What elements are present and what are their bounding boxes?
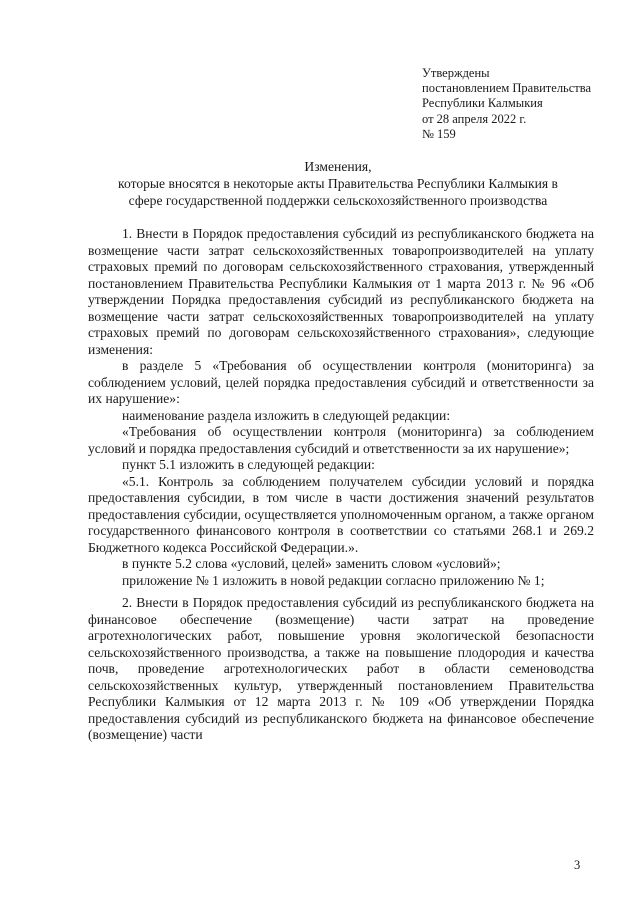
approval-line: Республики Калмыкия [422,96,543,111]
paragraph: приложение № 1 изложить в новой редакции согласно приложению № 1; [122,572,545,588]
approval-date: от 28 апреля 2022 г. [422,111,527,126]
document-subtitle: которые вносятся в некоторые акты Правительства Республики Калмыкия в [118,176,558,191]
approval-number: № 159 [422,126,456,141]
paragraph: пункт 5.1 изложить в следующей редакции: [122,457,375,472]
paragraph: 2. Внести в Порядок предоставления субсидий из республиканского бюджета на финансовое обеспечение (возмещение) части затрат на проведение агротехнологических работ, повышение уровня экологической безопасности сельскохозяйственного производства, а также на повышение плодородия и качества почв, проведение агротехнологических работ в области семеноводства сельскохозяйственных культур, утвержденный постановлением Правительства Республики Калмыкия от 12 марта 2013 г. № 109 «Об утверждении Порядка предоставления субсидий из республиканского бюджета на финансовое обеспечение (возмещение) части [88,595,594,742]
paragraph: 1. Внести в Порядок предоставления субсидий из республиканского бюджета на возмещение части затрат сельскохозяйственных товаропроизводителей на уплату страховых премий по договорам сельскохозяйственного страхования, утвержденный постановлением Правительства Республики Калмыкия от 1 марта 2013 г. № 96 «Об утверждении Порядка предоставления субсидий из республиканского бюджета на возмещение части затрат сельскохозяйственных товаропроизводителей на уплату страховых премий по договорам сельскохозяйственного страхования», следующие изменения: [88,226,594,357]
paragraph: «5.1. Контроль за соблюдением получателем субсидии условий и порядка предоставления субсидии, в том числе в части достижения значений результатов предоставления субсидии, осуществляется уполномоченным органом, а также органом государственного финансового контроля в соответствии со статьями 268.1 и 269.2 Бюджетного кодекса Российской Федерации.». [88,473,594,555]
approval-line: Утверждены [422,66,490,80]
document-title: Изменения, [304,159,372,174]
paragraph: наименование раздела изложить в следующей редакции: [122,407,451,423]
paragraph: в разделе 5 «Требования об осуществлении контроля (мониторинга) за соблюдением условий, целей порядка предоставления субсидий и ответственности за их нарушение»: [88,358,594,406]
document-heading [60,158,616,209]
document-body [88,226,594,744]
page-number: 3 [574,858,581,872]
paragraph: «Требования об осуществлении контроля (мониторинга) за соблюдением условий и порядка предоставления субсидий и ответственности за их нарушение»; [88,424,594,456]
approval-line: постановлением Правительства [422,81,592,96]
approval-stamp [422,66,622,142]
paragraph: в пункте 5.2 слова «условий, целей» заменить словом «условий»; [122,556,501,571]
document-subtitle: сфере государственной поддержки сельскохозяйственного производства [128,193,548,208]
